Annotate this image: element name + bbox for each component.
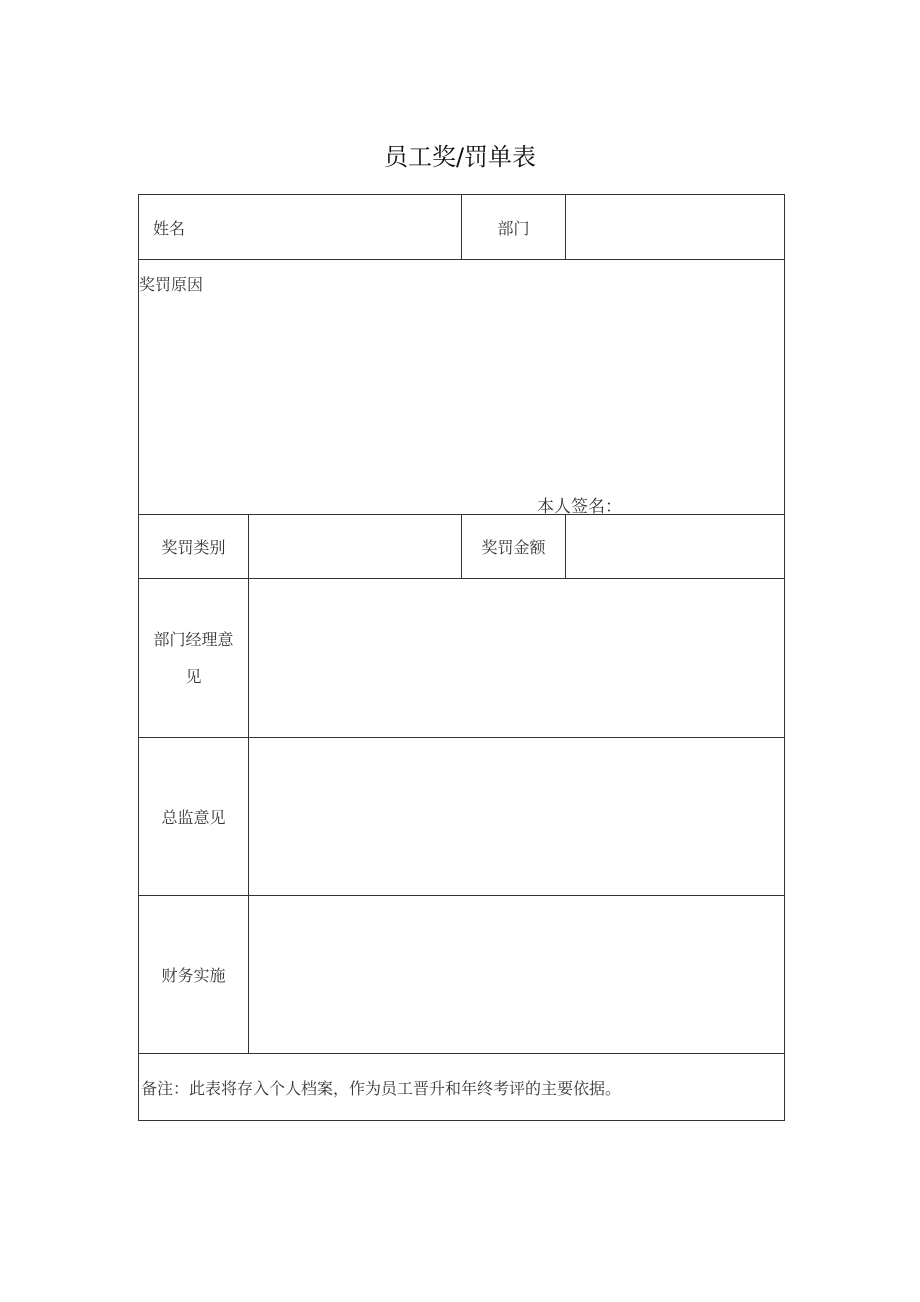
category-input-cell[interactable]	[249, 515, 462, 579]
row-reason	[139, 260, 785, 515]
page-title: 员工奖/罚单表	[383, 143, 537, 171]
manager-opinion-label-line1: 部门经理意	[153, 630, 234, 649]
row-name-department	[139, 195, 785, 260]
department-label: 部门	[497, 218, 530, 238]
manager-opinion-label-line2: 见	[185, 667, 202, 686]
manager-opinion-input-cell[interactable]	[249, 579, 785, 738]
director-opinion-label: 总监意见	[161, 808, 226, 827]
row-note	[139, 1054, 785, 1121]
name-label: 姓名	[153, 218, 186, 238]
row-finance	[139, 896, 785, 1054]
category-label-cell	[139, 515, 249, 579]
finance-label-cell	[139, 896, 249, 1054]
name-field[interactable]	[139, 195, 462, 260]
department-label-cell	[462, 195, 566, 260]
director-opinion-label-cell	[139, 738, 249, 896]
reward-punishment-form	[138, 194, 785, 1121]
finance-input-cell[interactable]	[249, 896, 785, 1054]
category-label: 奖罚类别	[161, 538, 226, 557]
manager-opinion-label-cell	[139, 579, 249, 738]
note-text: 备注：此表将存入个人档案，作为员工晋升和年终考评的主要依据。	[141, 1078, 622, 1098]
finance-label: 财务实施	[161, 966, 226, 985]
reason-field[interactable]	[139, 260, 785, 515]
reason-label: 奖罚原因	[139, 275, 204, 294]
amount-label-cell	[462, 515, 566, 579]
signature-label: 本人签名：	[537, 497, 622, 517]
note-cell	[139, 1054, 785, 1121]
row-director-opinion	[139, 738, 785, 896]
director-opinion-input-cell[interactable]	[249, 738, 785, 896]
amount-label: 奖罚金额	[481, 538, 546, 557]
amount-input-cell[interactable]	[566, 515, 785, 579]
row-manager-opinion	[139, 579, 785, 738]
row-category-amount	[139, 515, 785, 579]
department-input-cell[interactable]	[566, 195, 785, 260]
